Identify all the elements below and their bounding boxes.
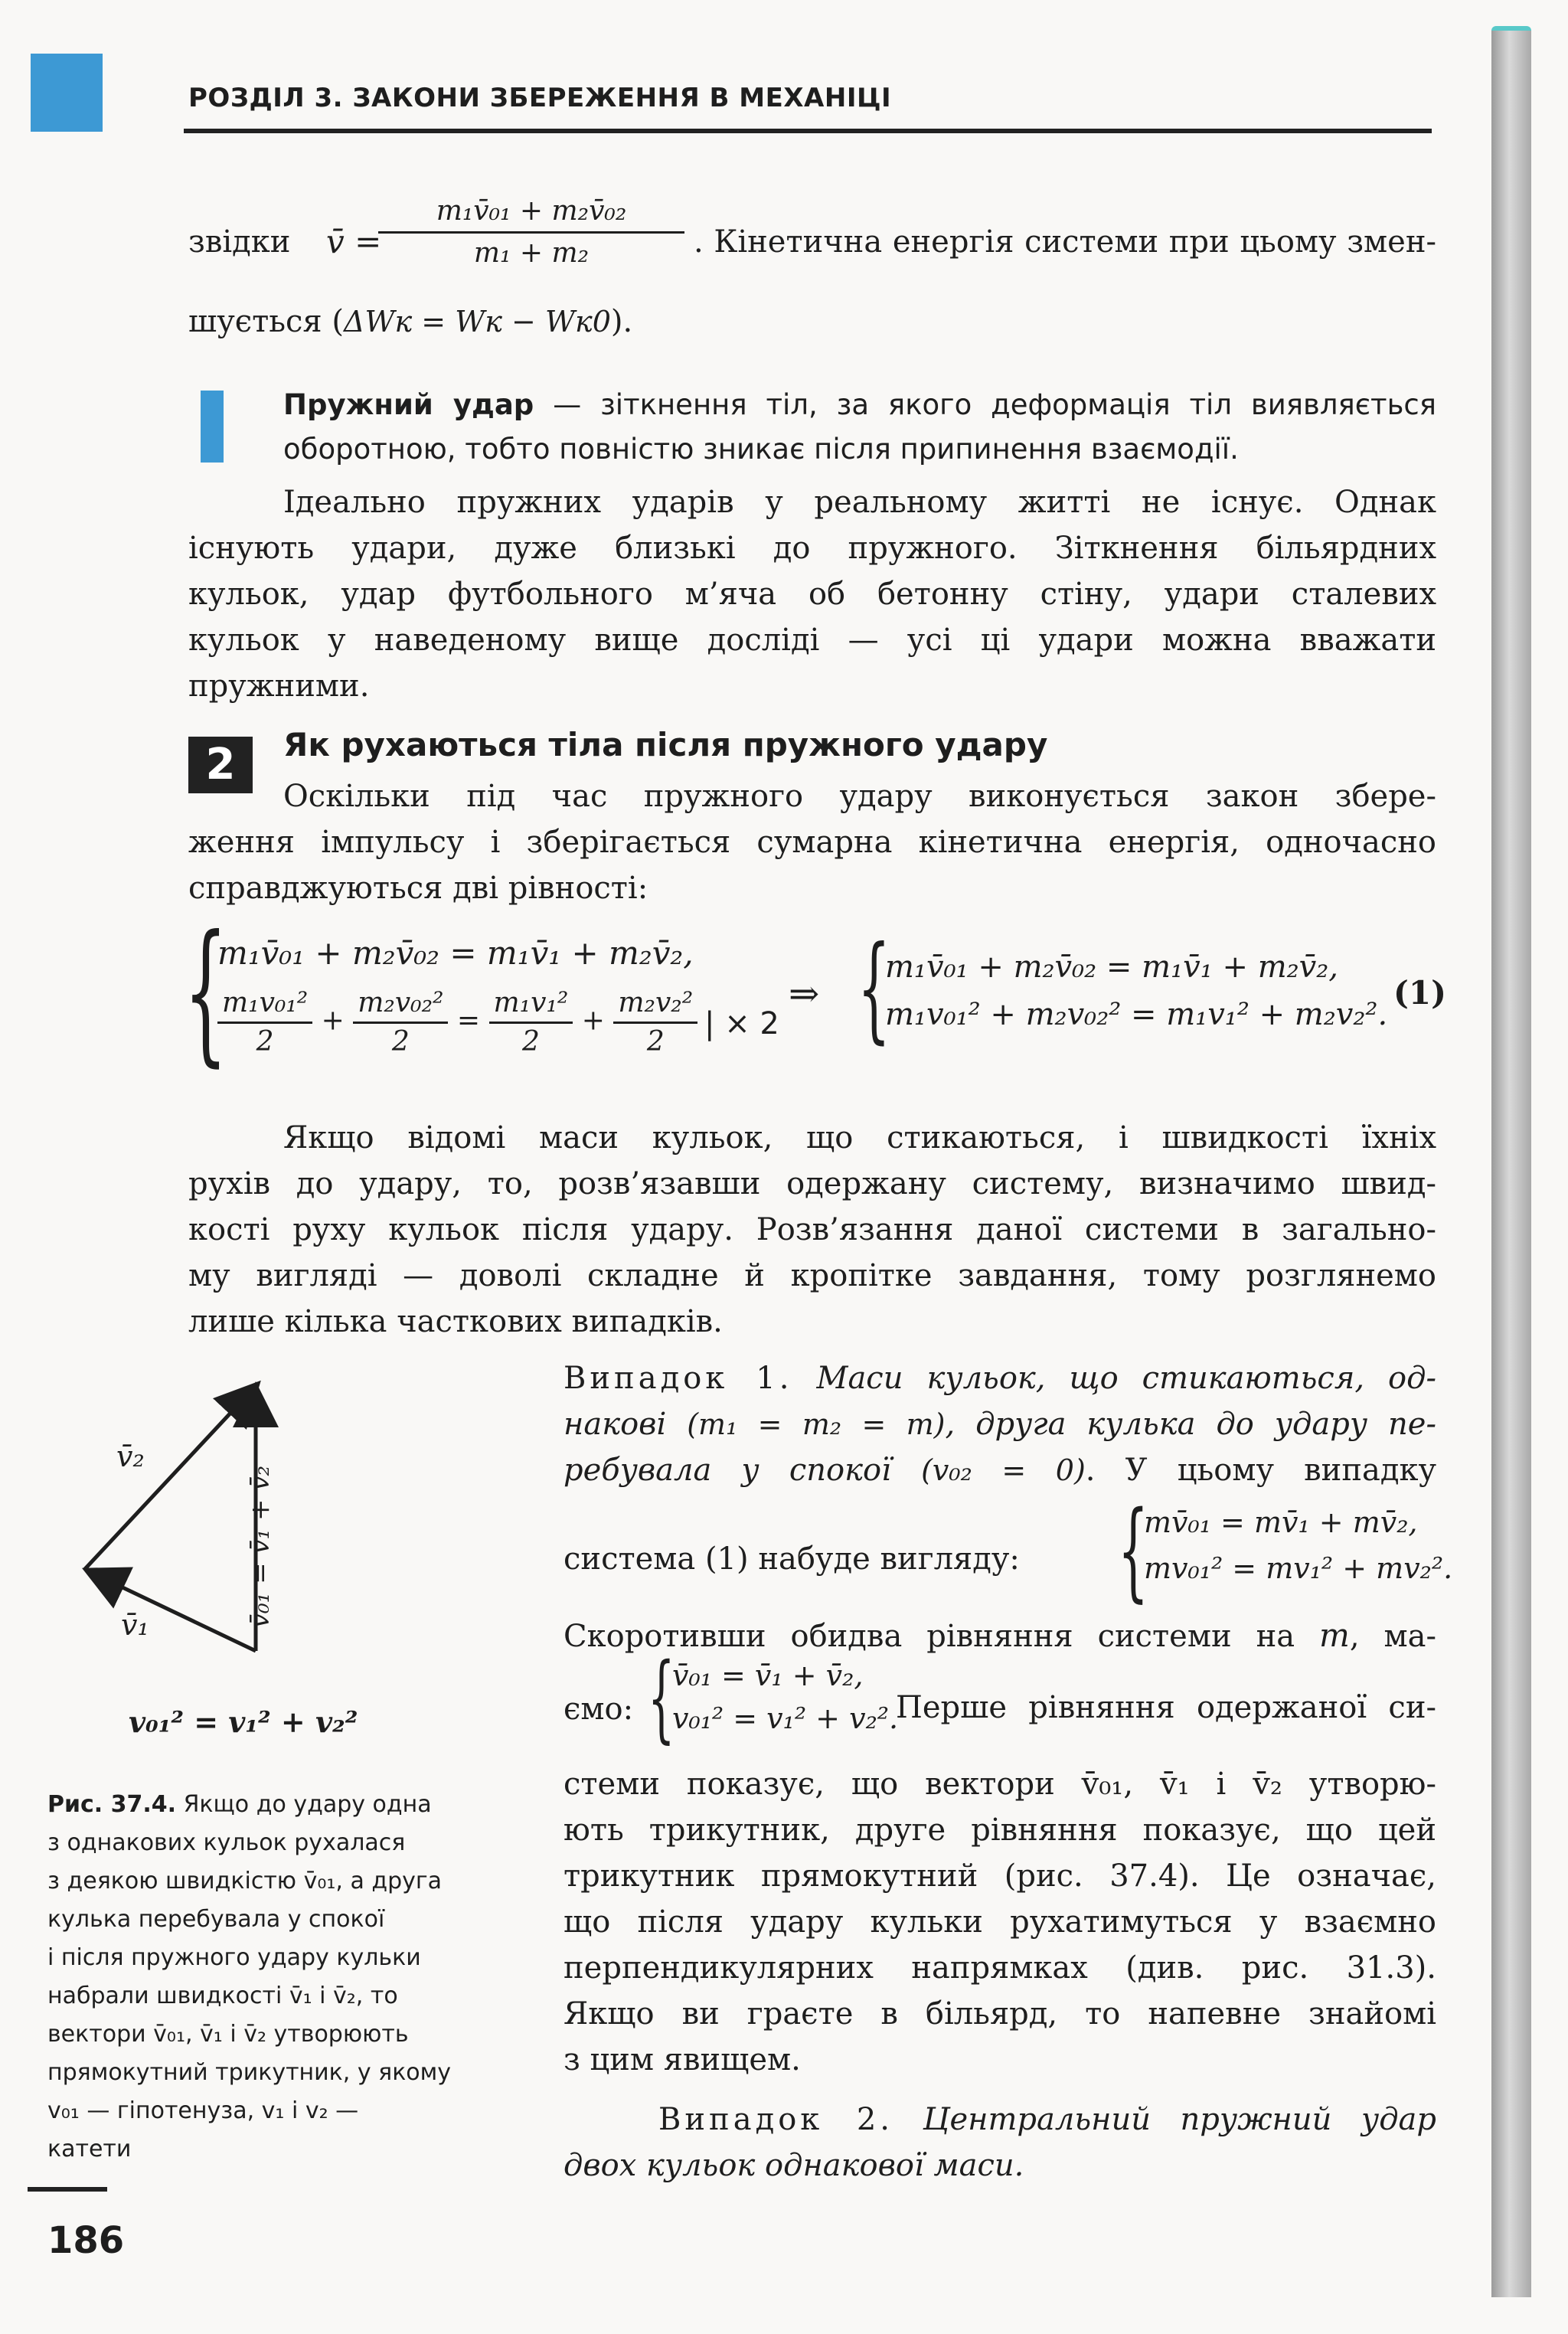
case1-body-line: стеми показує, що вектори v̄₀₁, v̄₁ і v̄₂ утворю- bbox=[564, 1767, 1436, 1802]
case1-line3-italic: ребувала у спокої bbox=[564, 1453, 891, 1488]
eq2-denominator: 2 bbox=[256, 1026, 274, 1057]
case1-sys-eq1: mv̄₀₁ = mv̄₁ + mv̄₂, bbox=[1144, 1505, 1418, 1539]
vector-v1-arrow bbox=[89, 1571, 256, 1651]
intro-prefix: звідки bbox=[188, 224, 291, 260]
section-title: Як рухаються тіла після пружного удару bbox=[283, 726, 1048, 763]
figure-label-v01: v̄₀₁ = v̄₁ + v̄₂ bbox=[245, 1465, 276, 1629]
case1-sys-eq2: mv₀₁² = mv₁² + mv₂². bbox=[1144, 1551, 1453, 1585]
eq2-term bbox=[353, 985, 448, 1061]
figure-label-v2: v̄₂ bbox=[116, 1440, 145, 1473]
chapter-color-block bbox=[31, 54, 103, 132]
case1-line-4: система (1) набуде вигляду: bbox=[564, 1541, 1020, 1577]
case1-body bbox=[564, 1761, 1436, 2083]
case1-line-2 bbox=[564, 1401, 1436, 1447]
implies-arrow: ⇒ bbox=[789, 972, 820, 1015]
para2-line: Якщо відомі маси кульок, що стикаються, і швидкості їхніх bbox=[283, 1120, 1436, 1156]
case1-body-line: з цим явищем. bbox=[564, 2042, 801, 2077]
paragraph-2 bbox=[188, 1115, 1436, 1345]
para1-line: кульок у наведеному вище досліді — усі ці удари можна вважати bbox=[188, 623, 1436, 658]
para2-line: рухів до удару, то, розв’язавши одержану систему, визначимо швид- bbox=[188, 1166, 1436, 1201]
section-intro-line: Оскільки під час пружного удару виконується закон збере- bbox=[283, 779, 1436, 814]
case2-line-2: двох кульок однакової маси. bbox=[564, 2148, 1024, 2183]
header-divider bbox=[184, 129, 1432, 133]
eq2-term bbox=[489, 985, 573, 1061]
eq2-numerator: m₁v₁² bbox=[489, 985, 573, 1024]
figure-equation: v₀₁² = v₁² + v₂² bbox=[129, 1705, 358, 1739]
eq2-numerator: m₂v₀₂² bbox=[353, 985, 448, 1024]
case1-line-6-prefix: ємо: bbox=[564, 1692, 634, 1727]
caption-line: з деякою швидкістю v̄₀₁, а друга bbox=[47, 1868, 443, 1894]
definition-block bbox=[283, 383, 1436, 472]
case-2-block bbox=[564, 2097, 1436, 2189]
left-system-eq2: $\frac{\text{m₁v₀₁²}}{2}$ + $\frac{\text{m₂v₀₂²}}{2}$ = $\frac{\text{m₁v₁²}}{2}$ + $\frac{\text{m₂v₂²}}{2}$ bbox=[217, 985, 697, 1061]
case2-line-1 bbox=[564, 2097, 1436, 2143]
eq2-denominator: 2 bbox=[646, 1026, 665, 1057]
right-system-eq2: m₁v₀₁² + m₂v₀₂² = m₁v₁² + m₂v₂². bbox=[885, 997, 1388, 1032]
vector-v2-arrow bbox=[84, 1386, 256, 1570]
case1-line-1 bbox=[564, 1355, 1436, 1401]
intro-line2-text: шується ( bbox=[188, 304, 344, 339]
chapter-header: РОЗДІЛ 3. ЗАКОНИ ЗБЕРЕЖЕННЯ В МЕХАНІЦІ bbox=[188, 83, 892, 113]
para1-line: кульок, удар футбольного м’яча об бетонну стіну, удари сталевих bbox=[188, 577, 1436, 612]
case1-line5-var: m bbox=[1319, 1616, 1350, 1654]
caption-line: з однакових кульок рухалася bbox=[47, 1829, 406, 1856]
definition-line1-rest: — зіткнення тіл, за якого деформація тіл виявляється bbox=[534, 388, 1436, 421]
multiplier: | × 2 bbox=[704, 1006, 779, 1041]
case1-sys2-eq2: v₀₁² = v₁² + v₂². bbox=[672, 1701, 899, 1735]
caption-line: катети bbox=[47, 2136, 132, 2162]
eq2-term bbox=[613, 985, 697, 1061]
case1-body-line: ють трикутник, друге рівняння показує, що цей bbox=[564, 1813, 1436, 1848]
case1-equal-masses: (m₁ = m₂ = m) bbox=[687, 1407, 946, 1441]
eq2-term bbox=[217, 985, 312, 1061]
caption-line: набрали швидкості v̄₁ і v̄₂, то bbox=[47, 1983, 398, 2009]
case1-body-line: трикутник прямокутний (рис. 37.4). Це означає, bbox=[564, 1858, 1436, 1894]
case1-system-brace: { bbox=[1118, 1489, 1149, 1613]
caption-label: Рис. 37.4. bbox=[47, 1791, 177, 1818]
caption-line: Якщо до удару одна bbox=[176, 1791, 432, 1818]
eq2-numerator: m₁v₀₁² bbox=[217, 985, 312, 1024]
intro-formula-numerator: m₁v̄₀₁ + m₂v̄₀₂ bbox=[378, 191, 684, 234]
case1-line2-italic: накові bbox=[564, 1407, 667, 1442]
left-system-brace: { bbox=[184, 903, 228, 1081]
case2-label: Випадок 2. bbox=[658, 2102, 893, 2137]
para1-line: Ідеально пружних ударів у реальному житті не існує. Однак bbox=[283, 485, 1436, 520]
intro-formula-line bbox=[188, 191, 1436, 291]
intro-line-2 bbox=[188, 299, 632, 345]
case1-body-line: що після удару кульки рухатимуться у взаємно bbox=[564, 1904, 1436, 1940]
section-number-badge: 2 bbox=[188, 737, 253, 793]
intro-formula-fraction bbox=[378, 191, 684, 273]
case1-rest-condition: (v₀₂ = 0) bbox=[921, 1453, 1086, 1487]
caption-line: прямокутний трикутник, у якому bbox=[47, 2059, 452, 2086]
section-intro bbox=[188, 773, 1436, 911]
caption-line: v₀₁ — гіпотенуза, v₁ і v₂ — bbox=[47, 2097, 359, 2124]
delta-energy-formula: ΔWк = Wк − Wк0 bbox=[344, 305, 611, 338]
definition-marker bbox=[201, 391, 224, 463]
caption-line: вектори v̄₀₁, v̄₁ і v̄₂ утворюють bbox=[47, 2021, 409, 2048]
intro-formula-denominator: m₁ + m₂ bbox=[473, 237, 590, 269]
intro-after-text: . Кінетична енергія системи при цьому змен- bbox=[694, 224, 1436, 260]
para2-line: лише кілька часткових випадків. bbox=[188, 1304, 723, 1339]
para1-line: пружними. bbox=[188, 668, 370, 704]
case1-line2-rest: , друга кулька до удару пе- bbox=[945, 1407, 1436, 1442]
case1-line-5 bbox=[564, 1613, 1436, 1659]
caption-line: кулька перебувала у спокої bbox=[47, 1906, 385, 1933]
case-1-block bbox=[564, 1355, 1436, 1493]
intro-line2-end: ). bbox=[610, 304, 633, 339]
eq2-numerator: m₂v₂² bbox=[613, 985, 697, 1024]
section-intro-line: справджуються дві рівності: bbox=[188, 871, 648, 906]
intro-formula-lhs: v̄ = bbox=[326, 223, 382, 260]
definition-term: Пружний удар bbox=[283, 388, 534, 421]
case1-line-3 bbox=[564, 1447, 1436, 1493]
case1-body-line: Якщо ви граєте в більярд, то напевне знайомі bbox=[564, 1996, 1436, 2032]
equation-number: (1) bbox=[1393, 974, 1446, 1012]
right-system-brace: { bbox=[858, 922, 890, 1055]
case1-line1-italic: Маси кульок, що стикаються, од- bbox=[792, 1361, 1437, 1396]
paragraph-1 bbox=[188, 479, 1436, 709]
eq2-denominator: 2 bbox=[391, 1026, 410, 1057]
case1-system2-brace: { bbox=[648, 1643, 675, 1754]
figure-37-4-triangle bbox=[61, 1363, 383, 1746]
right-system-eq1: m₁v̄₀₁ + m₂v̄₀₂ = m₁v̄₁ + m₂v̄₂, bbox=[885, 950, 1339, 985]
page-number-rule bbox=[28, 2187, 107, 2192]
case1-body-line: перпендикулярних напрямках (див. рис. 31.3). bbox=[564, 1950, 1436, 1986]
figure-caption bbox=[47, 1786, 522, 2169]
para1-line: існують удари, дуже близькі до пружного. Зіткнення більярдних bbox=[188, 531, 1436, 566]
equation-system-1 bbox=[184, 903, 1446, 1087]
caption-line: і після пружного удару кульки bbox=[47, 1944, 421, 1971]
case2-line1-italic: Центральний пружний удар bbox=[893, 2102, 1436, 2137]
section-intro-line: ження імпульсу і зберігається сумарна кінетична енергія, одночасно bbox=[188, 825, 1436, 860]
page-edge-bar bbox=[1491, 31, 1531, 2297]
case1-sys2-eq1: v̄₀₁ = v̄₁ + v̄₂, bbox=[672, 1659, 864, 1692]
case1-line3-rest: . У цьому випадку bbox=[1085, 1453, 1437, 1488]
case1-line-6-rest: Перше рівняння одержаної си- bbox=[896, 1690, 1436, 1725]
definition-line-1 bbox=[283, 383, 1436, 427]
left-system-eq1: m₁v̄₀₁ + m₂v̄₀₂ = m₁v̄₁ + m₂v̄₂, bbox=[217, 934, 694, 972]
case1-label: Випадок 1. bbox=[564, 1361, 793, 1396]
definition-line-2: оборотною, тобто повністю зникає після припинення взаємодії. bbox=[283, 433, 1239, 466]
case1-line5-end: , ма- bbox=[1349, 1619, 1437, 1654]
figure-label-v1: v̄₁ bbox=[121, 1608, 149, 1642]
page-number: 186 bbox=[47, 2219, 125, 2262]
para2-line: му вигляді — доволі складне й кропітке завдання, тому розглянемо bbox=[188, 1258, 1436, 1293]
para2-line: кості руху кульок після удару. Розв’язання даної системи в загально- bbox=[188, 1212, 1436, 1247]
eq2-denominator: 2 bbox=[521, 1026, 540, 1057]
case1-line5-text: Скоротивши обидва рівняння системи на bbox=[564, 1619, 1295, 1654]
